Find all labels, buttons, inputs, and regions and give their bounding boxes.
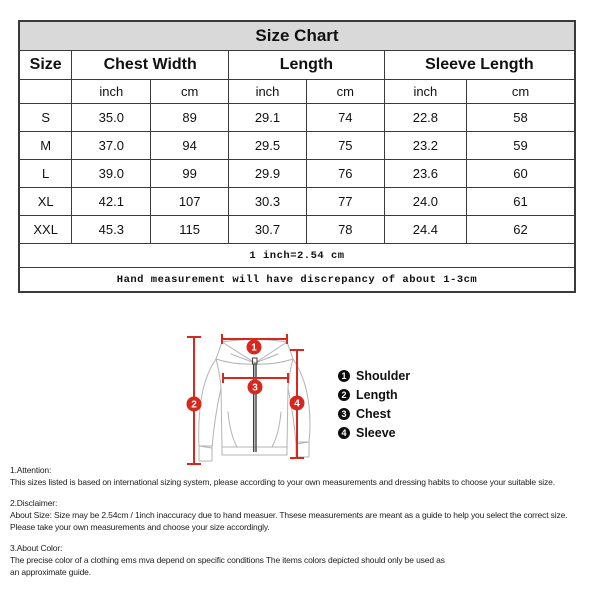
unit-header: cm (306, 80, 384, 104)
value-cell: 37.0 (72, 132, 151, 160)
size-cell: L (19, 160, 72, 188)
col-header-sleeve-length: Sleeve Length (384, 51, 575, 80)
value-cell: 24.0 (384, 188, 466, 216)
value-cell: 99 (151, 160, 229, 188)
legend-item-sleeve (338, 423, 410, 442)
about-color-title: 3.About Color: (10, 543, 63, 553)
disclaimer-text-line2: Please take your own measurements and choose your size accordingly. (10, 522, 270, 532)
unit-header: cm (467, 80, 575, 104)
value-cell: 60 (467, 160, 575, 188)
about-color-text-line2: an approximate guide. (10, 567, 91, 577)
marker-4: 4 (294, 398, 300, 410)
table-row-xxl (19, 216, 575, 244)
legend-item-length (338, 385, 410, 404)
col-header-chest-width: Chest Width (72, 51, 229, 80)
unit-header: inch (384, 80, 466, 104)
table-row-xl (19, 188, 575, 216)
value-cell: 22.8 (384, 104, 466, 132)
value-cell: 62 (467, 216, 575, 244)
value-cell: 30.3 (229, 188, 307, 216)
size-cell: XXL (19, 216, 72, 244)
disclaimer-title: 2.Disclaimer: (10, 498, 58, 508)
col-header-size: Size (19, 51, 72, 80)
measurement-lines (187, 334, 304, 464)
value-cell: 35.0 (72, 104, 151, 132)
disclaimer-text-line1: About Size: Size may be 2.54cm / 1inch inaccuracy due to hand measuer. Thsese measurements are meant as a guide to help you select the correct size. (10, 510, 568, 520)
value-cell: 78 (306, 216, 384, 244)
col-header-length: Length (229, 51, 385, 80)
size-cell: S (19, 104, 72, 132)
legend-label: Length (356, 387, 398, 402)
value-cell: 59 (467, 132, 575, 160)
measurement-markers (187, 340, 305, 412)
marker-3: 3 (252, 382, 258, 394)
value-cell: 29.1 (229, 104, 307, 132)
value-cell: 23.6 (384, 160, 466, 188)
table-row-l (19, 160, 575, 188)
value-cell: 29.5 (229, 132, 307, 160)
value-cell: 39.0 (72, 160, 151, 188)
marker-2: 2 (191, 399, 197, 411)
value-cell: 76 (306, 160, 384, 188)
value-cell: 75 (306, 132, 384, 160)
unit-header: inch (229, 80, 307, 104)
legend-item-shoulder (338, 366, 410, 385)
footnotes (10, 464, 598, 578)
unit-header-blank (19, 80, 72, 104)
attention-text: This sizes listed is based on international sizing system, please according to your own measurements and dressing habits to choose your suitable size. (10, 477, 555, 487)
table-title: Size Chart (19, 21, 575, 51)
table-row-s (19, 104, 575, 132)
value-cell: 94 (151, 132, 229, 160)
value-cell: 30.7 (229, 216, 307, 244)
table-row-m (19, 132, 575, 160)
value-cell: 89 (151, 104, 229, 132)
zipper (253, 358, 258, 452)
legend-label: Shoulder (356, 368, 411, 383)
measurement-note: Hand measurement will have discrepancy of about 1-3cm (19, 268, 575, 293)
value-cell: 23.2 (384, 132, 466, 160)
legend-number-icon: 2 (338, 389, 350, 401)
legend-number-icon: 3 (338, 408, 350, 420)
value-cell: 42.1 (72, 188, 151, 216)
legend-item-chest (338, 404, 410, 423)
size-cell: M (19, 132, 72, 160)
value-cell: 107 (151, 188, 229, 216)
size-chart-table (18, 20, 576, 293)
legend-label: Sleeve (356, 425, 396, 440)
value-cell: 61 (467, 188, 575, 216)
jacket-measurement-diagram (175, 330, 340, 475)
value-cell: 29.9 (229, 160, 307, 188)
legend-number-icon: 4 (338, 427, 350, 439)
legend-label: Chest (356, 406, 391, 421)
size-cell: XL (19, 188, 72, 216)
marker-1: 1 (251, 342, 257, 354)
unit-header: inch (72, 80, 151, 104)
legend-number-icon: 1 (338, 370, 350, 382)
value-cell: 58 (467, 104, 575, 132)
conversion-note: 1 inch=2.54 cm (19, 244, 575, 268)
about-color-text-line1: The precise color of a clothing ems mva depend on specific conditions The items colors depicted should only be used as (10, 555, 445, 565)
value-cell: 115 (151, 216, 229, 244)
attention-title: 1.Attention: (10, 465, 52, 475)
measurement-legend (338, 366, 410, 442)
value-cell: 24.4 (384, 216, 466, 244)
value-cell: 77 (306, 188, 384, 216)
unit-header: cm (151, 80, 229, 104)
value-cell: 45.3 (72, 216, 151, 244)
value-cell: 74 (306, 104, 384, 132)
